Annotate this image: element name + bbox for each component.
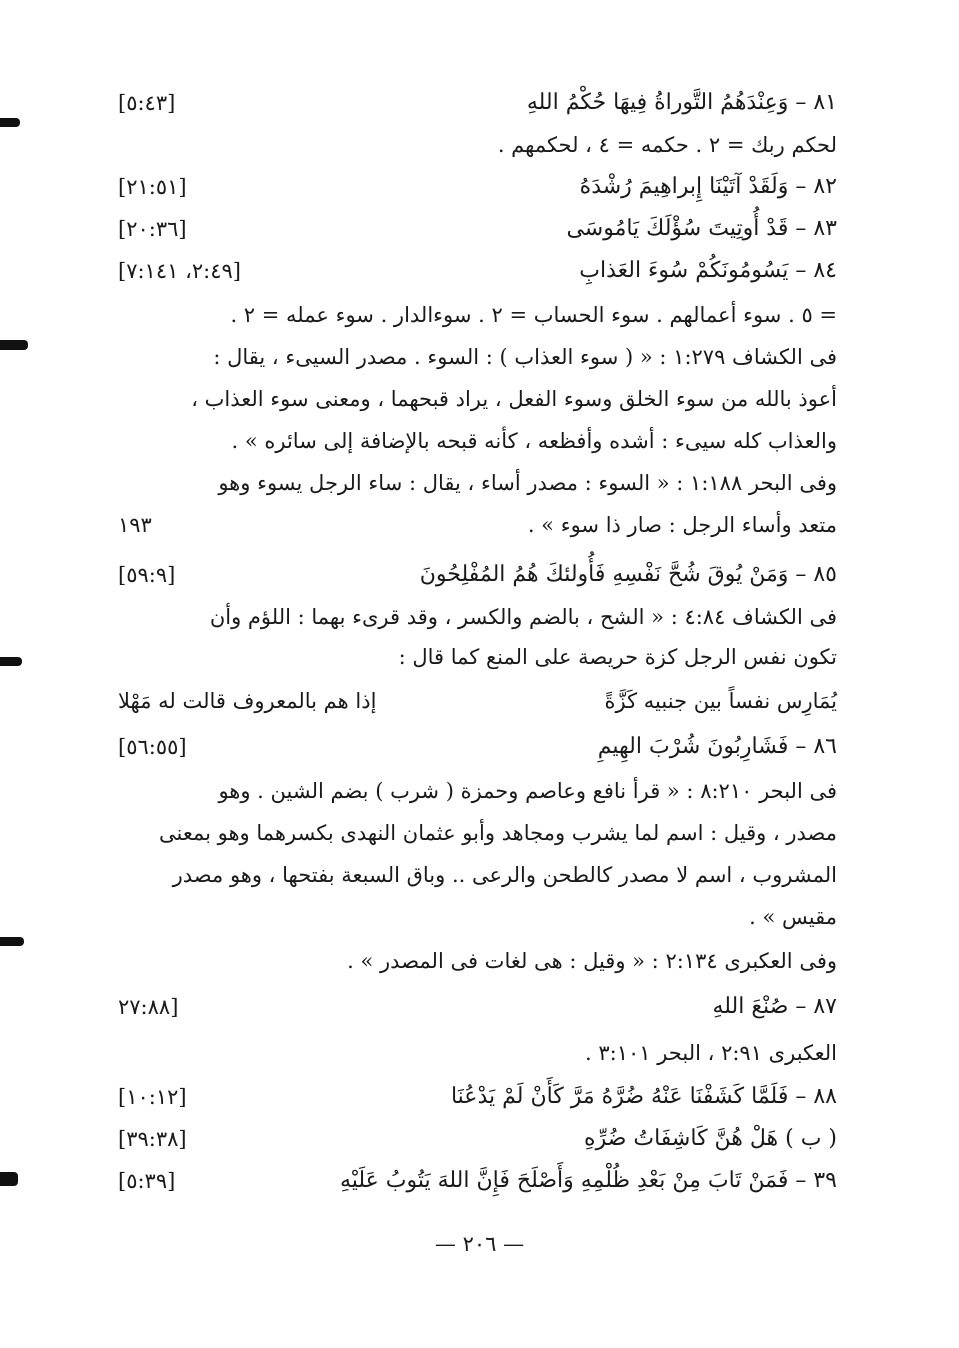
verse-line <box>118 254 837 288</box>
line-text: متعد وأساء الرجل : صار ذا سوء » . <box>527 513 837 537</box>
line-text: مقيس » . <box>749 905 837 929</box>
line-text: أعوذ بالله من سوء الخلق وسوء الفعل ، يراد قبحهما ، ومعنى سوء العذاب ، <box>191 387 837 411</box>
verse-line <box>118 558 837 592</box>
poem-first-hemistich: يُمَارِس نفساً بين جنبيه كَزَّةً <box>604 689 837 713</box>
text-line <box>118 900 837 934</box>
line-text: ٨١ – وَعِنْدَهُمُ التَّوراةُ فِيهَا حُكْمُ اللهِ <box>526 90 837 115</box>
line-text: ٨٨ – فَلَمَّا كَشَفْنَا عَنْهُ ضُرَّهُ مَرَّ كَأَنْ لَمْ يَدْعُنَا <box>450 1084 837 1109</box>
text-line <box>118 382 837 416</box>
verse-reference: [٢١:٥١] <box>118 175 187 199</box>
line-text: فى الكشاف ١:٢٧٩ : « ( سوء العذاب ) : السوء . مصدر السيىء ، يقال : <box>213 345 837 369</box>
line-text: والعذاب كله سيىء : أشده وأفظعه ، كأنه قبحه بالإضافة إلى سائره » . <box>231 429 837 453</box>
text-line <box>118 466 837 500</box>
text-line <box>118 340 837 374</box>
verse-reference: ٢٧:٨٨] <box>118 995 179 1019</box>
verse-line <box>118 1122 837 1156</box>
line-text: ٨٤ – يَسُومُونَكُمْ سُوءَ العَذابِ <box>579 258 837 283</box>
scan-mark <box>0 937 24 946</box>
verse-line <box>118 170 837 204</box>
line-text: = ٥ . سوء أعمالهم . سوء الحساب = ٢ . سوءالدار . سوء عمله = ٢ . <box>230 303 837 327</box>
verse-line <box>118 990 837 1024</box>
verse-reference: [٢٠:٣٦] <box>118 217 187 241</box>
verse-line <box>118 212 837 246</box>
text-line <box>118 298 837 332</box>
text-line <box>118 858 837 892</box>
page-number: — ٢٠٦ — <box>434 1232 525 1256</box>
line-text: ٨٦ – فَشَارِبُونَ شُرْبَ الهِيمِ <box>597 734 837 759</box>
verse-reference: ١٩٣ <box>118 513 152 537</box>
verse-reference: [١٠:١٢] <box>118 1085 187 1109</box>
line-text: وفى العكبرى ٢:١٣٤ : « وقيل : هى لغات فى المصدر » . <box>347 949 837 973</box>
line-text: ٣٩ – فَمَنْ تَابَ مِنْ بَعْدِ ظُلْمِهِ وَأَصْلَحَ فَإِنَّ اللهَ يَتُوبُ عَلَيْهِ <box>339 1168 837 1193</box>
scan-mark <box>0 1172 18 1186</box>
verse-line <box>118 86 837 120</box>
line-text: ٨٣ – قَدْ أُوتِيتَ سُؤْلَكَ يَامُوسَى <box>566 216 837 241</box>
verse-line <box>118 730 837 764</box>
text-line <box>118 424 837 458</box>
text-line <box>118 508 837 542</box>
line-text: المشروب ، اسم لا مصدر كالطحن والرعى .. وباق السبعة بفتحها ، وهو مصدر <box>172 863 837 887</box>
verse-reference: [٥٩:٩] <box>118 563 176 587</box>
verse-line <box>118 1164 837 1198</box>
verse-reference: [٥٦:٥٥] <box>118 735 187 759</box>
line-text: تكون نفس الرجل كزة حريصة على المنع كما قال : <box>398 645 837 669</box>
text-line <box>118 1036 837 1070</box>
scan-mark <box>0 657 22 666</box>
verse-reference: [٥:٣٩] <box>118 1169 176 1193</box>
text-line <box>118 816 837 850</box>
line-text: لحكم ربك = ٢ . حكمه = ٤ ، لحكمهم . <box>497 133 837 157</box>
poem-second-hemistich: إذا هم بالمعروف قالت له مَهْلا <box>118 689 377 713</box>
text-line <box>118 128 837 162</box>
line-text: العكبرى ٢:٩١ ، البحر ٣:١٠١ . <box>584 1041 837 1065</box>
line-text: وفى البحر ١:١٨٨ : « السوء : مصدر أساء ، يقال : ساء الرجل يسوء وهو <box>218 471 837 495</box>
line-text: ٨٧ – صُنْعَ اللهِ <box>712 994 837 1019</box>
verse-reference: [٢:٤٩، ٧:١٤١] <box>118 259 241 283</box>
scan-mark <box>0 340 28 350</box>
line-text: فى البحر ٨:٢١٠ : « قرأ نافع وعاصم وحمزة ( شرب ) بضم الشين . وهو <box>218 779 837 803</box>
line-text: ٨٥ – وَمَنْ يُوقَ شُحَّ نَفْسِهِ فَأُولئكَ هُمُ المُفْلِحُونَ <box>419 562 837 587</box>
verse-reference: [٥:٤٣] <box>118 91 176 115</box>
line-text: ٨٢ – وَلَقَدْ آتَيْنَا إِبراهِيمَ رُشْدَهُ <box>579 174 837 199</box>
verse-reference: [٣٩:٣٨] <box>118 1127 187 1151</box>
line-text: مصدر ، وقيل : اسم لما يشرب ومجاهد وأبو عثمان النهدى بكسرهما وهو بمعنى <box>159 821 837 845</box>
line-text: ( ب ) هَلْ هُنَّ كَاشِفَاتُ ضُرِّهِ <box>584 1126 837 1151</box>
text-line <box>118 640 837 674</box>
scan-mark <box>0 118 20 127</box>
text-line <box>118 774 837 808</box>
verse-line <box>118 1080 837 1114</box>
line-text: فى الكشاف ٤:٨٤ : « الشح ، بالضم والكسر ، وقد قرىء بهما : اللؤم وأن <box>209 605 837 629</box>
text-line <box>118 944 837 978</box>
text-line <box>118 600 837 634</box>
